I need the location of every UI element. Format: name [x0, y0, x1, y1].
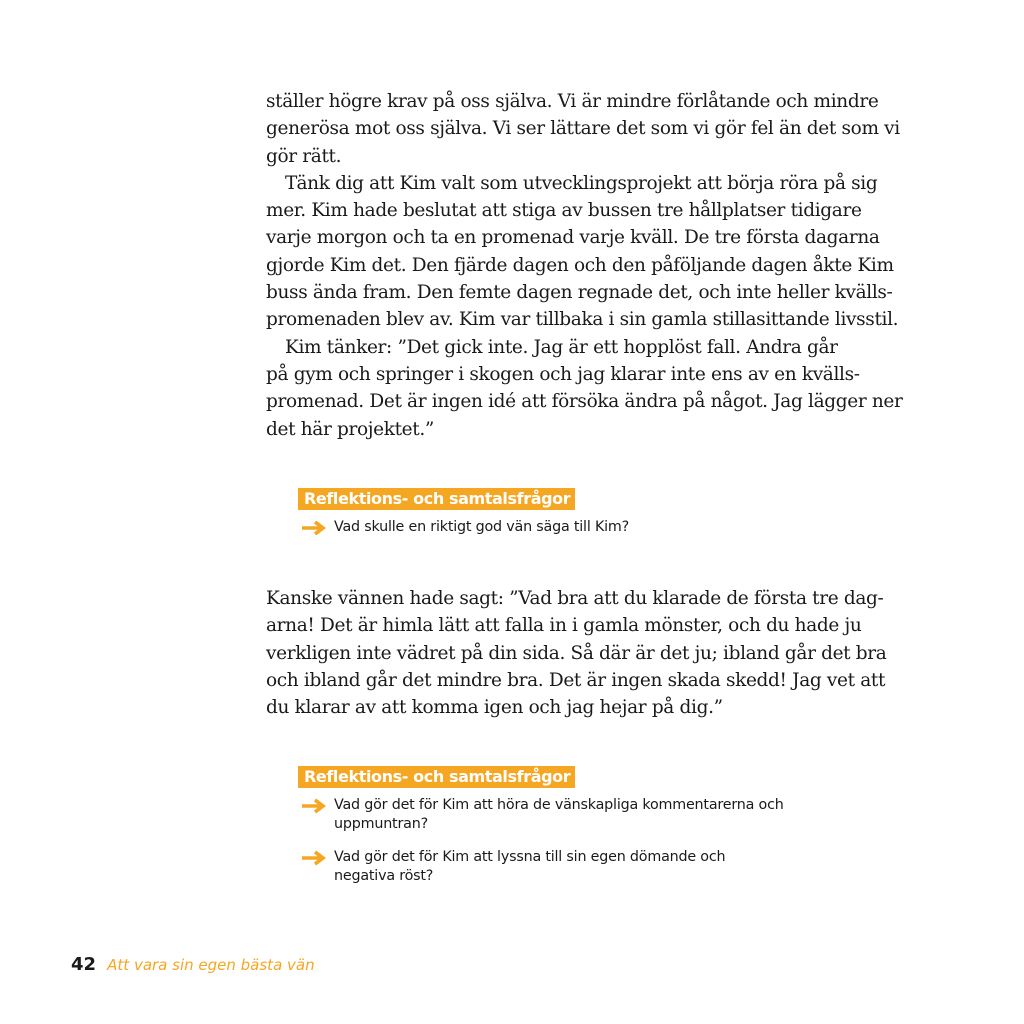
text-line: du klarar av att komma igen och jag hejar på dig.” — [266, 697, 723, 719]
text-line: det här projektet.” — [266, 418, 434, 440]
page-footer — [71, 954, 315, 975]
text-line: verkligen inte vädret på din sida. Så där är det ju; ibland går det bra — [266, 642, 887, 664]
text-line: ställer högre krav på oss själva. Vi är mindre förlåtande och mindre — [266, 91, 879, 112]
page-number: 42 — [71, 954, 97, 975]
arrow-right-icon — [300, 850, 328, 866]
text-line: Kanske vännen hade sagt: ”Vad bra att du klarade de första tre dag- — [266, 588, 884, 609]
reflection-questions-box-1 — [298, 488, 629, 537]
reflection-heading: Reflektions- och samtalsfrågor — [298, 766, 575, 788]
question-text: Vad gör det för Kim att höra de vänskapliga kommentarerna och uppmuntran? — [334, 797, 784, 832]
reflection-questions-box-2 — [298, 766, 784, 886]
text-line: buss ända fram. Den femte dagen regnade det, och inte heller kvälls- — [266, 282, 893, 304]
body-text-block-1 — [266, 88, 906, 443]
question-item — [298, 848, 784, 886]
question-text: Vad gör det för Kim att lyssna till sin egen dömande och negativa röst? — [334, 849, 726, 884]
text-line: på gym och springer i skogen och jag klarar inte ens av en kvälls- — [266, 363, 860, 385]
text-line: Kim tänker: ”Det gick inte. Jag är ett hopplöst fall. Andra går — [285, 336, 838, 358]
arrow-right-icon — [300, 520, 328, 536]
question-text: Vad skulle en riktigt god vän säga till Kim? — [334, 519, 630, 535]
question-item — [298, 518, 629, 537]
text-line: arna! Det är himla lätt att falla in i gamla mönster, och du hade ju — [266, 615, 862, 637]
arrow-right-icon — [300, 798, 328, 814]
text-line: mer. Kim hade beslutat att stiga av bussen tre hållplatser tidigare — [266, 200, 862, 222]
text-line: gör rätt. — [266, 145, 342, 167]
text-line: promenaden blev av. Kim var tillbaka i sin gamla stillasittande livsstil. — [266, 309, 899, 331]
question-item — [298, 796, 784, 834]
reflection-heading: Reflektions- och samtalsfrågor — [298, 488, 575, 510]
text-line: Tänk dig att Kim valt som utvecklingsprojekt att börja röra på sig — [285, 172, 878, 194]
text-line: gjorde Kim det. Den fjärde dagen och den påföljande dagen åkte Kim — [266, 254, 894, 276]
body-text-block-2 — [266, 585, 906, 721]
text-line: varje morgon och ta en promenad varje kväll. De tre första dagarna — [266, 227, 880, 249]
text-line: promenad. Det är ingen idé att försöka ändra på något. Jag lägger ner — [266, 391, 903, 413]
text-line: och ibland går det mindre bra. Det är ingen skada skedd! Jag vet att — [266, 669, 886, 691]
running-title: Att vara sin egen bästa vän — [107, 956, 315, 974]
text-line: generösa mot oss själva. Vi ser lättare det som vi gör fel än det som vi — [266, 118, 900, 140]
